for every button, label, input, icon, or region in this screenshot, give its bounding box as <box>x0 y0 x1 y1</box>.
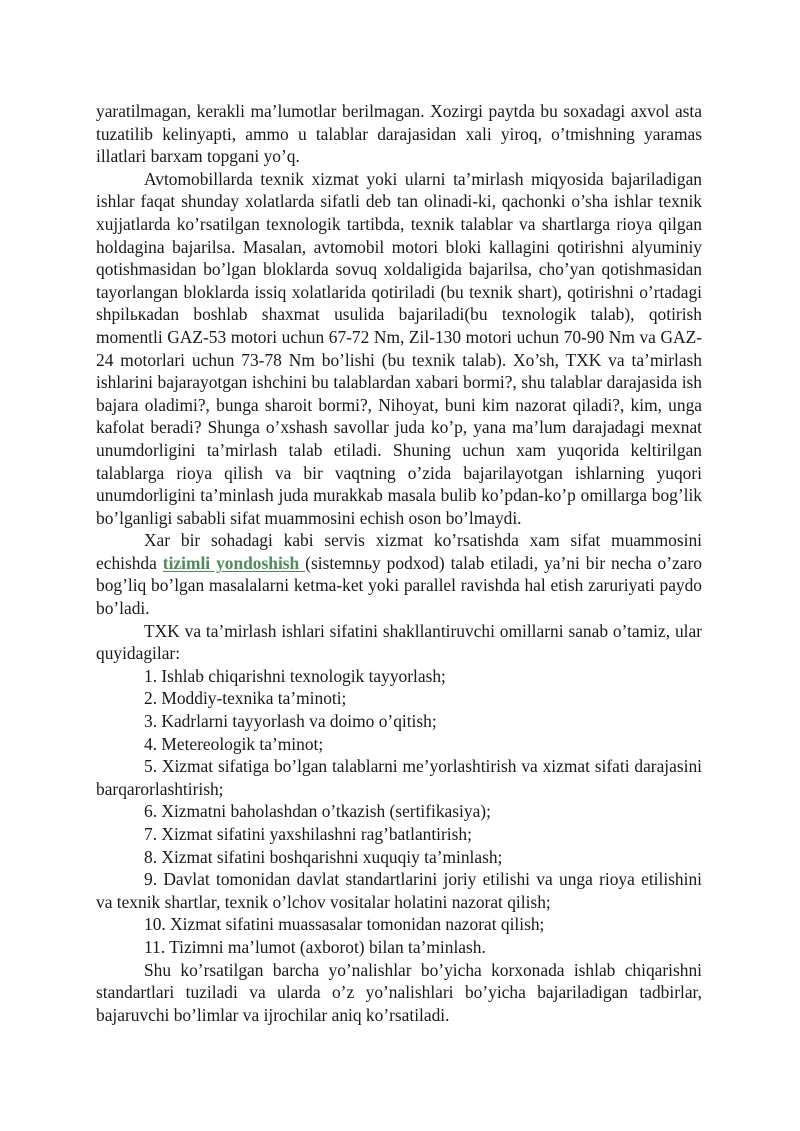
list-item: 8. Xizmat sifatini boshqarishni xuquqiy ta’minlash; <box>144 846 503 867</box>
list-item: 9. Davlat tomonidan davlat standartlarini joriy etilishi va unga rioya etilishini va texnik shartlar, texnik o’lchov vositalar holatini nazorat qilish; <box>96 869 702 912</box>
list-item: 11. Tizimni ma’lumot (axborot) bilan ta’minlash. <box>144 936 486 957</box>
list-item: 5. Xizmat sifatiga bo’lgan talablarni me’yorlashtirish va xizmat sifati darajasini barqarorlashtirish; <box>96 756 702 799</box>
list-item: 1. Ishlab chiqarishni texnologik tayyorlash; <box>144 665 446 686</box>
system-approach-link[interactable]: tizimli yondoshish <box>162 552 306 573</box>
list-item: 7. Xizmat sifatini yaxshilashni rag’batlantirish; <box>144 824 472 844</box>
list-item: 10. Xizmat sifatini muassasalar tomonidan nazorat qilish; <box>144 914 545 935</box>
paragraph-text-before-link: Xar bir sohadagi kabi servis xizmat ko’rsatishda xam sifat muammosini echishda <box>96 530 702 573</box>
list-item: 2. Moddiy-texnika ta’minoti; <box>144 688 347 709</box>
list-item: 3. Kadrlarni tayyorlash va doimo o’qitish; <box>144 711 437 732</box>
paragraph-factors-intro: TXK va ta’mirlash ishlari sifatini shakllantiruvchi omillarni sanab o’tamiz, ular quyidagilar: <box>96 620 702 664</box>
paragraph-conclusion: Shu ko’rsatilgan barcha yo’nalishlar bo’yicha korxonada ishlab chiqarishni standartlari tuziladi va ularda o’z yo’nalishlari bo’yicha bajariladigan tadbirlar, bajaruvchi bo’limlar va ijrochilar aniq ko’rsatiladi. <box>96 959 702 1025</box>
paragraph-continuation: yaratilmagan, kerakli ma’lumotlar berilmagan. Xozirgi paytda bu soxadagi axvol asta tuzatilib kelinyapti, ammo u talablar darajasidan xali yiroq, o’tmishning yaramas illatlari barxam topgani yo’q. <box>96 101 702 167</box>
paragraph-text-after-link: (sistemnьy podxod) talab etiladi, ya’ni bir necha o’zaro bog’liq bo’lgan masalalarni ketma-ket yoki parallel ravishda hal etish zaruriyati paydo bo’ladi. <box>96 552 702 619</box>
paragraph-quality-requirements: Avtomobillarda texnik xizmat yoki ularni ta’mirlash miqyosida bajariladigan ishlar faqat shunday xolatlarda sifatli deb tan olinadi-ki, qachonki o’sha ishlar texnik xujjatlarda ko’rsatilgan texnologik tartibda, texnik talablar va shartlarga rioya qilgan holdagina bajarilsa. Masalan, avtomobil motori bloki kallagini qotirishni alyuminiy qotishmasidan bo’lgan bloklarda sovuq xoldaligida bajarilsa, cho’yan qotishmasidan tayorlangan bloklarda issiq xolatlarida qotiriladi (bu texnik shart), qotirishni o’rtadagi shpilькadan boshlab shaxmat usulida bajariladi(bu texnologik talab), qotirish momentli GAZ-53 motori uchun 67-72 Nm, Zil-130 motori uchun 70-90 Nm va GAZ-24 motorlari uchun 73-78 Nm bo’lishi (bu texnik talab). Xo’sh, TXK va ta’mirlash ishlarini bajarayotgan ishchini bu talablardan xabari bormi?, shu talablar darajasida ish bajara oladimi?, bunga sharoit bormi?, Nihoyat, buni kim nazorat qiladi?, kim, unga kafolat beradi? Shunga o’xshash savollar juda ko’p, yana ma’lum darajadagi mexnat unumdorligini ta’mirlash talab etiladi. Shuning uchun xam yuqorida keltirilgan talablarga rioya qilish va bir vaqtning o’zida bajarilayotgan ishlarning yuqori unumdorligini ta’minlash juda murakkab masala bulib ko’pdan-ko’p omillarga bog’lik bo’lganligi sababli sifat muammosini echish oson bo’lmaydi. <box>96 168 702 528</box>
list-item: 6. Xizmatni baholashdan o’tkazish (sertifikasiya); <box>144 801 491 822</box>
document-page <box>96 100 702 1026</box>
paragraph-system-approach <box>96 529 702 619</box>
list-item: 4. Metereologik ta’minot; <box>144 733 324 754</box>
